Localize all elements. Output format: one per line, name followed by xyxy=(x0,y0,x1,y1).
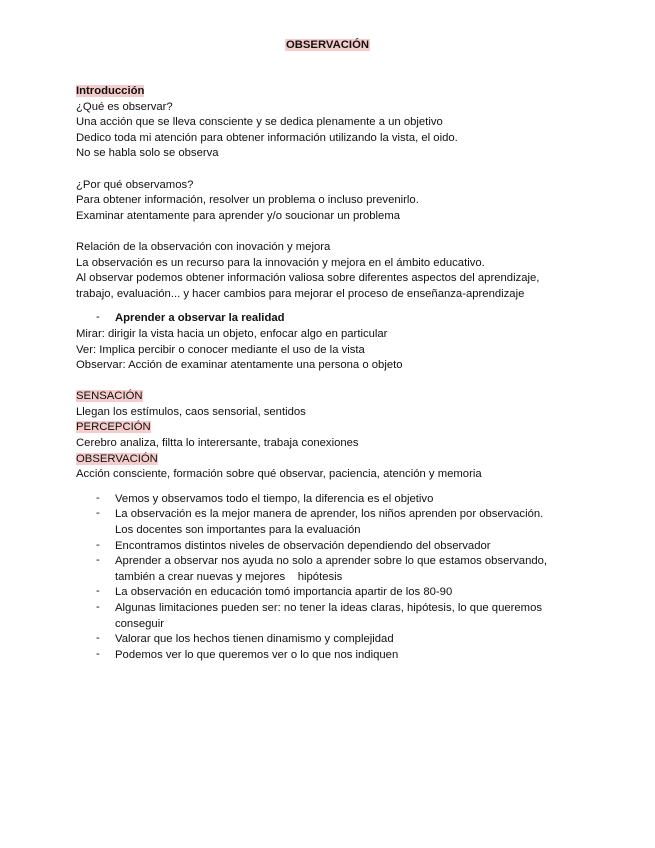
list-item: - Encontramos distintos niveles de observación dependiendo del observador xyxy=(76,539,596,555)
spacer xyxy=(76,224,596,240)
reality-line: Observar: Acción de examinar atentamente una persona o objeto xyxy=(76,359,403,372)
stage-label: OBSERVACIÓN xyxy=(76,452,158,465)
why-line: Examinar atentamente para aprender y/o soucionar un problema xyxy=(76,209,401,222)
bullet-marker: - xyxy=(96,647,100,660)
stage-label: PERCEPCIÓN xyxy=(76,421,151,434)
intro-line: Dedico toda mi atención para obtener información utilizando la vista, el oido. xyxy=(76,131,458,144)
relation-line: trabajo, evaluación... y hacer cambios para mejorar el proceso de enseñanza-aprendizaje xyxy=(76,287,525,300)
stage-text: Cerebro analiza, filtta lo interersante, trabaja conexiones xyxy=(76,437,359,450)
reality-line: Mirar: dirigir la vista hacia un objeto, enfocar algo en particular xyxy=(76,327,388,340)
stage-label: SENSACIÓN xyxy=(76,390,143,403)
bullet-list xyxy=(76,492,596,664)
spacer xyxy=(76,162,596,178)
relation-line: La observación es un recurso para la innovación y mejora en el ámbito educativo. xyxy=(76,256,485,269)
reality-heading-row xyxy=(76,311,596,327)
bullet-marker: - xyxy=(96,601,100,613)
list-item: - Algunas limitaciones pueden ser: no tener la ideas claras, hipótesis, lo que queremos conseguir xyxy=(76,601,596,632)
stage-text: Acción consciente, formación sobre qué observar, paciencia, atención y memoria xyxy=(76,468,482,481)
bullet-marker: - xyxy=(96,491,100,504)
spacer xyxy=(76,374,596,390)
document-body xyxy=(76,84,596,663)
relation-line: Relación de la observación con inovación y mejora xyxy=(76,240,331,253)
intro-heading: Introducción xyxy=(76,85,145,97)
bullet-marker: - xyxy=(96,554,100,567)
list-item: - Podemos ver lo que queremos ver o lo que nos indiquen xyxy=(76,648,596,664)
bullet-marker: - xyxy=(96,538,100,551)
intro-line: No se habla solo se observa xyxy=(76,147,219,160)
list-item: - Aprender a observar nos ayuda no solo a aprender sobre lo que estamos observando, también a crear nuevas y mejores hipótesis xyxy=(76,554,596,585)
document-title: OBSERVACIÓN xyxy=(285,39,370,51)
list-item: - La observación en educación tomó importancia apartir de los 80-90 xyxy=(76,585,596,601)
why-line: ¿Por qué observamos? xyxy=(76,178,194,191)
why-line: Para obtener información, resolver un problema o incluso prevenirlo. xyxy=(76,194,419,207)
list-item: - La observación es la mejor manera de aprender, los niños aprenden por observación. Los docentes son importantes para la evaluación xyxy=(76,507,596,538)
list-item: - Valorar que los hechos tienen dinamismo y complejidad xyxy=(76,632,596,648)
stage-text: Llegan los estímulos, caos sensorial, sentidos xyxy=(76,405,306,418)
list-item: - Vemos y observamos todo el tiempo, la diferencia es el objetivo xyxy=(76,492,596,508)
intro-line: Una acción que se lleva consciente y se dedica plenamente a un objetivo xyxy=(76,116,443,129)
bullet-marker: - xyxy=(96,507,100,520)
intro-line: ¿Qué es observar? xyxy=(76,100,173,113)
bullet-marker: - xyxy=(96,632,100,645)
relation-line: Al observar podemos obtener información valiosa sobre diferentes aspectos del aprendizaje, xyxy=(76,272,540,285)
reality-line: Ver: Implica percibir o conocer mediante el uso de la vista xyxy=(76,343,365,356)
bullet-marker: - xyxy=(96,585,100,598)
bullet-marker: - xyxy=(96,311,100,324)
reality-heading: Aprender a observar la realidad xyxy=(115,312,285,325)
